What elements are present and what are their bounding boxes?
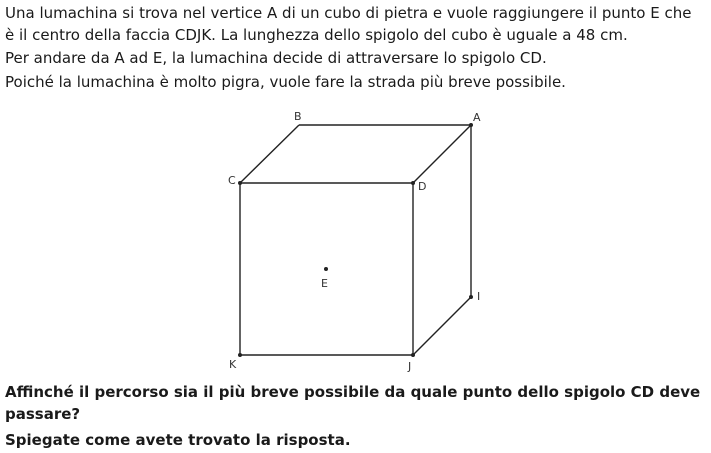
- label-a: A: [473, 111, 481, 124]
- edge-cb: [240, 125, 299, 183]
- vertex-c-dot: [238, 181, 242, 185]
- question-text: [5, 382, 709, 452]
- question-line-1: Affinché il percorso sia il più breve possibile da quale punto dello spigolo CD deve: [5, 383, 701, 401]
- vertex-j-dot: [411, 353, 415, 357]
- label-j: J: [408, 360, 412, 373]
- label-i: I: [477, 290, 481, 303]
- vertex-k-dot: [238, 353, 242, 357]
- question-line-2: passare?: [5, 404, 81, 423]
- label-c: C: [228, 174, 236, 187]
- question-line-3: Spiegate come avete trovato la risposta.: [5, 431, 351, 449]
- problem-line-1: Una lumachina si trova nel vertice A di un cubo di pietra e vuole raggiungere il punto E che: [5, 4, 692, 22]
- label-d: D: [418, 180, 427, 193]
- label-k: K: [229, 358, 237, 371]
- problem-line-3: Per andare da A ad E, la lumachina decide di attraversare lo spigolo CD.: [5, 49, 547, 67]
- vertex-d-dot: [411, 181, 415, 185]
- label-e: E: [321, 277, 328, 290]
- vertex-i-dot: [469, 295, 473, 299]
- point-e-dot: [324, 267, 328, 271]
- edge-da: [413, 125, 471, 183]
- label-b: B: [294, 110, 302, 123]
- problem-line-4: Poiché la lumachina è molto pigra, vuole fare la strada più breve possibile.: [5, 72, 566, 91]
- edge-ij: [413, 297, 471, 355]
- problem-line-2: è il centro della faccia CDJK. La lunghezza dello spigolo del cubo è uguale a 48 cm.: [5, 25, 628, 44]
